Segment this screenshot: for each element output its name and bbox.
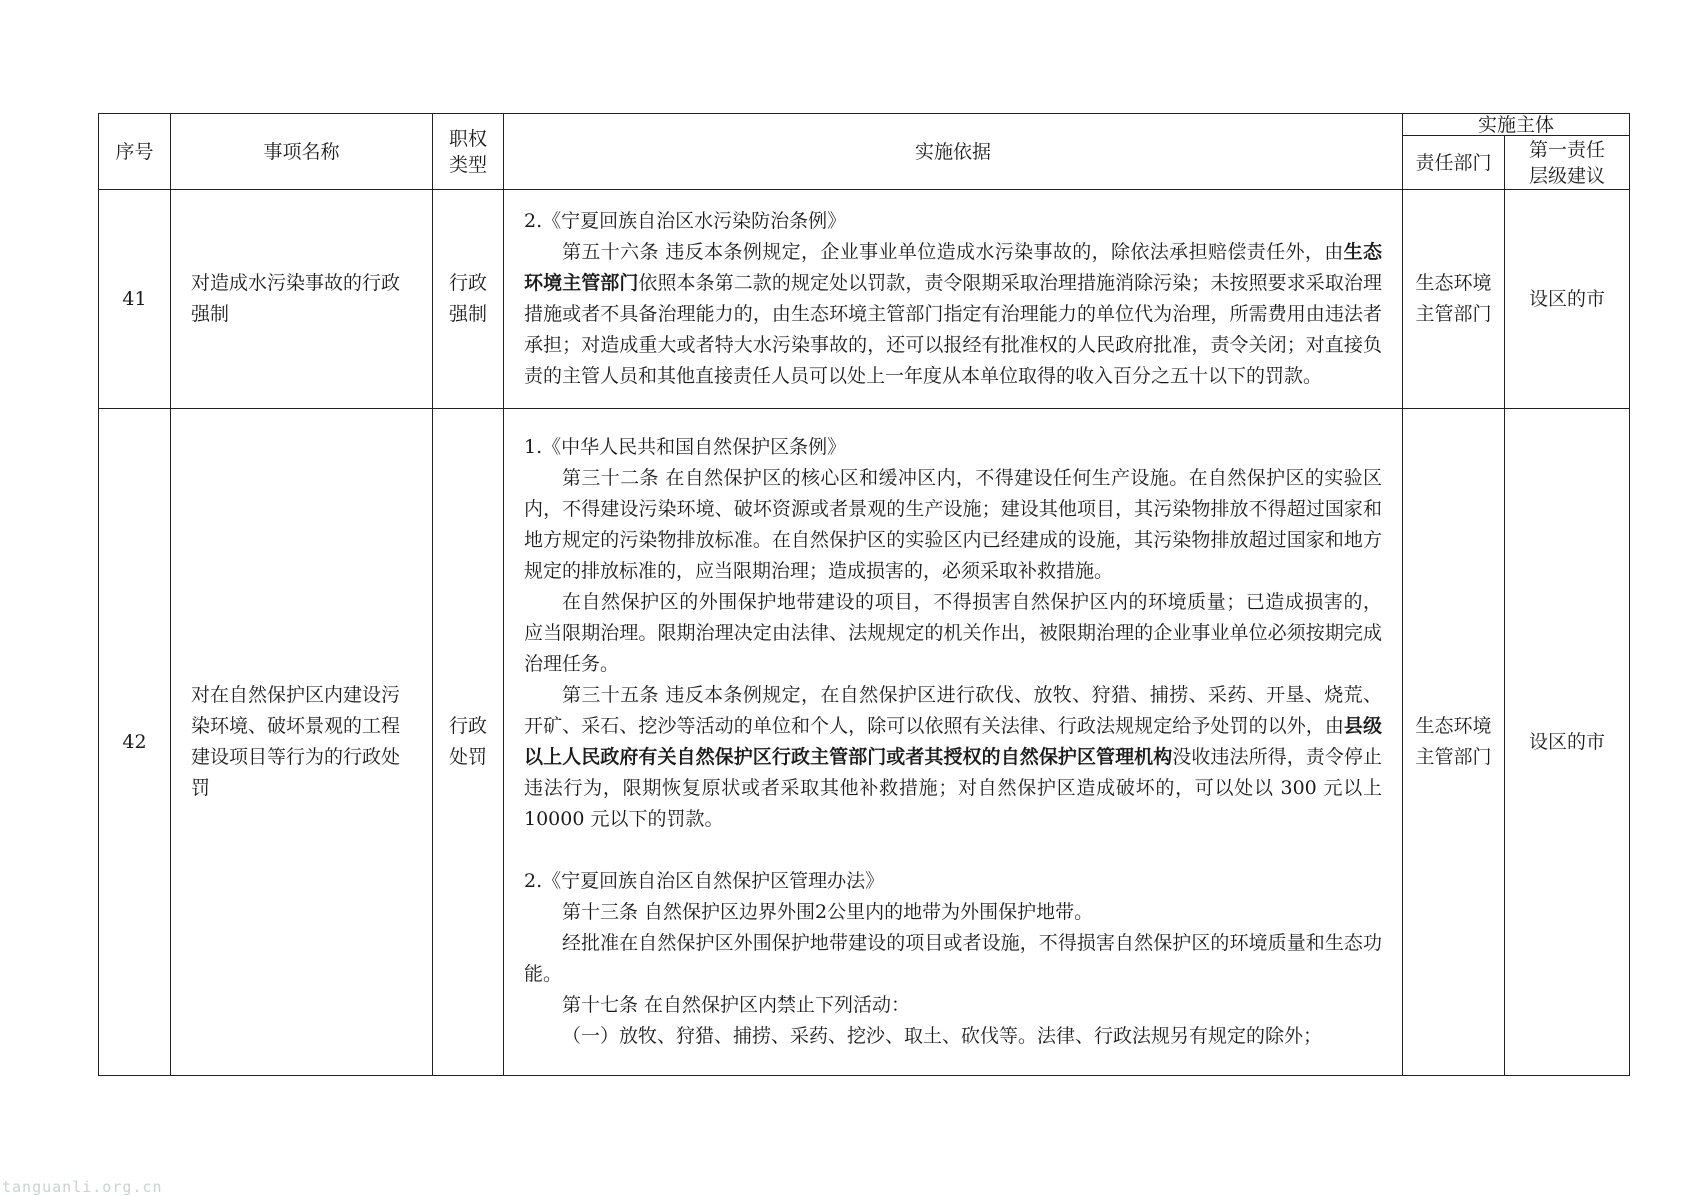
basis-text: 第三十五条 违反本条例规定，在自然保护区进行砍伐、放牧、狩猎、捕捞、采药、开垦、烧荒、开矿、采石、挖沙等活动的单位和个人，除可以依照有关法律、行政法规规定给予处罚的以外，由 bbox=[524, 684, 1382, 737]
basis-title: 2.《宁夏回族自治区水污染防治条例》 bbox=[524, 210, 847, 232]
authority-table bbox=[98, 113, 1630, 1076]
header-basis: 实施依据 bbox=[504, 114, 1403, 190]
basis-paragraph: 经批准在自然保护区外围保护地带建设的项目或者设施，不得损害自然保护区的环境质量和生态功能。 bbox=[524, 932, 1382, 985]
basis-emphasis: 县级以上人民政府有关自然保护区行政主管部门或者其授权的自然保护区管理机构 bbox=[524, 715, 1382, 768]
header-subject: 实施主体 bbox=[1403, 114, 1630, 136]
row-dept bbox=[1403, 190, 1505, 409]
row-basis bbox=[504, 190, 1403, 409]
row-type bbox=[433, 409, 504, 1076]
table-row bbox=[99, 409, 1630, 1076]
table-row bbox=[99, 190, 1630, 409]
watermark: tanguanli.org.cn bbox=[2, 1178, 163, 1196]
basis-title: 2.《宁夏回族自治区自然保护区管理办法》 bbox=[524, 870, 885, 892]
row-type-line2: 强制 bbox=[448, 303, 487, 325]
basis-spacer bbox=[524, 835, 1382, 866]
basis-title: 1.《中华人民共和国自然保护区条例》 bbox=[524, 436, 847, 458]
row-name: 对在自然保护区内建设污染环境、破坏景观的工程建设项目等行为的行政处罚 bbox=[171, 409, 433, 1076]
row-dept-line2: 主管部门 bbox=[1415, 303, 1492, 325]
row-seq: 42 bbox=[99, 409, 171, 1076]
basis-paragraph: （一）放牧、狩猎、捕捞、采药、挖沙、取土、砍伐等。法律、行政法规另有规定的除外； bbox=[562, 1025, 1323, 1047]
header-level bbox=[1505, 136, 1630, 190]
header-level-line1: 第一责任 bbox=[1529, 138, 1606, 161]
basis-paragraph bbox=[524, 680, 1382, 835]
basis-text: 没收违法所得，责令停止违法行为，限期恢复原状或者采取其他补救措施；对自然保护区造成破坏的，可以处以 300 元以上10000 元以下的罚款。 bbox=[524, 746, 1382, 830]
basis-text: 第五十六条 违反本条例规定，企业事业单位造成水污染事故的，除依法承担赔偿责任外，由 bbox=[562, 241, 1344, 263]
header-type bbox=[433, 114, 504, 190]
basis-paragraph: 第三十二条 在自然保护区的核心区和缓冲区内，不得建设任何生产设施。在自然保护区的实验区内，不得建设污染环境、破坏资源或者景观的生产设施；建设其他项目，其污染物排放不得超过国家和地方规定的污染物排放标准。在自然保护区的实验区内已经建成的设施，其污染物排放超过国家和地方规定的排放标准的，应当限期治理；造成损害的，必须采取补救措施。 bbox=[524, 467, 1382, 582]
basis-text: 依照本条第二款的规定处以罚款，责令限期采取治理措施消除污染；未按照要求采取治理措施或者不具备治理能力的，由生态环境主管部门指定有治理能力的单位代为治理，所需费用由违法者承担；对造成重大或者特大水污染事故的，还可以报经有批准权的人民政府批准，责令关闭；对直接负责的主管人员和其他直接责任人员可以处上一年度从本单位取得的收入百分之五十以下的罚款。 bbox=[524, 272, 1382, 387]
basis-paragraph: 第十三条 自然保护区边界外围2公里内的地带为外围保护地带。 bbox=[562, 901, 1094, 923]
row-type-line1: 行政 bbox=[448, 272, 487, 294]
basis-paragraph: 第十七条 在自然保护区内禁止下列活动： bbox=[562, 994, 911, 1016]
header-type-line1: 职权 bbox=[448, 127, 487, 150]
header-level-line2: 层级建议 bbox=[1529, 164, 1606, 187]
basis-emphasis: 生态环境主管部门 bbox=[524, 241, 1382, 294]
row-type-line2: 处罚 bbox=[448, 746, 487, 768]
header-dept: 责任部门 bbox=[1403, 136, 1505, 190]
row-name: 对造成水污染事故的行政强制 bbox=[171, 190, 433, 409]
row-type bbox=[433, 190, 504, 409]
header-type-line2: 类型 bbox=[448, 153, 487, 176]
row-level: 设区的市 bbox=[1505, 409, 1630, 1076]
row-dept bbox=[1403, 409, 1505, 1076]
row-basis bbox=[504, 409, 1403, 1076]
header-name: 事项名称 bbox=[171, 114, 433, 190]
row-type-line1: 行政 bbox=[448, 715, 487, 737]
basis-paragraph bbox=[524, 237, 1382, 392]
row-dept-line2: 主管部门 bbox=[1415, 746, 1492, 768]
basis-paragraph: 在自然保护区的外围保护地带建设的项目，不得损害自然保护区内的环境质量；已造成损害的， 应当限期治理。限期治理决定由法律、法规规定的机关作出，被限期治理的企业事业单位必须按期完成治理任务。 bbox=[524, 591, 1382, 675]
row-level: 设区的市 bbox=[1505, 190, 1630, 409]
row-seq: 41 bbox=[99, 190, 171, 409]
header-seq: 序号 bbox=[99, 114, 171, 190]
row-dept-line1: 生态环境 bbox=[1415, 715, 1492, 737]
row-dept-line1: 生态环境 bbox=[1415, 272, 1492, 294]
